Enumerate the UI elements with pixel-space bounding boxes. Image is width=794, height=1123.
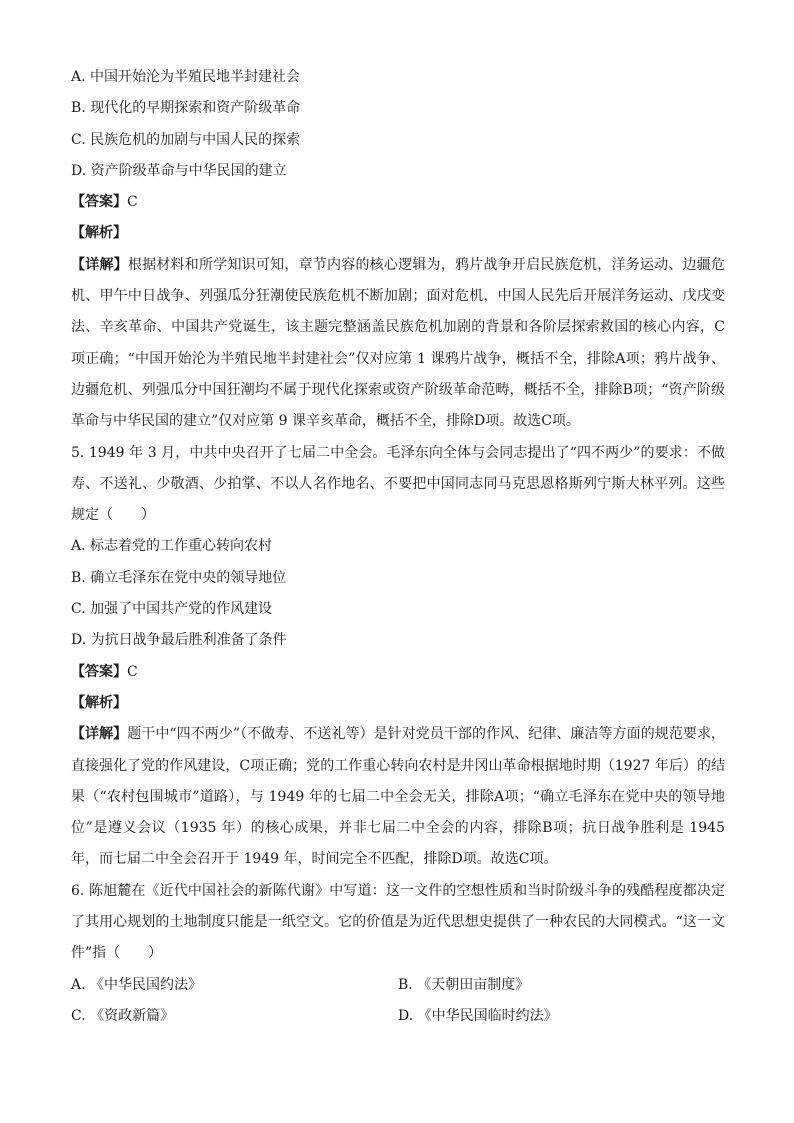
question-page [71,62,725,1032]
q4-option-c: C. 民族危机的加剧与中国人民的探索 [71,131,301,148]
q4-option-a: A. 中国开始沦为半殖民地半封建社会 [71,69,301,85]
q6-option-a: A. 《中华民国约法》 [71,976,203,993]
q5-answer-label: 【答案】 [71,663,127,680]
q4-option-b: B. 现代化的早期探索和资产阶级革命 [71,100,301,117]
q5-answer-value: C [127,663,138,680]
q4-detail-label: 【详解】 [71,256,128,273]
q5-detail [71,719,725,875]
q5-option-a: A. 标志着党的工作重心转向农村 [71,538,273,555]
q5-option-d: D. 为抗日战争最后胜利准备了条件 [71,632,287,649]
q4-option-list [71,62,725,187]
q4-answer-value: C [127,194,138,211]
q6-option-b: B. 《天朝田亩制度》 [398,976,530,993]
q4-analysis-label: 【解析】 [71,225,127,242]
q5-answer [71,657,725,688]
q5-option-c: C. 加强了中国共产党的作风建设 [71,601,273,618]
q4-answer-label: 【答案】 [71,194,127,211]
q5-stem: 5. 1949 年 3 月，中共中央召开了七届二中全会。毛泽东向全体与会同志提出了“四不两少”的要求：不做寿、不送礼、少敬酒、少拍掌、不以人名作地名、不要把中国同志同马克思恩格斯列宁斯大林平列。这些规定（ ） [71,444,725,524]
q4-detail [71,250,725,438]
q5-option-b: B. 确立毛泽东在党中央的领导地位 [71,569,287,586]
q6-stem: 6. 陈旭麓在《近代中国社会的新陈代谢》中写道：这一文件的空想性质和当时阶级斗争的残酷程度都决定了其用心规划的土地制度只能是一纸空文。它的价值是为近代思想史提供了一种农民的大同模式。“这一文件”指（ ） [71,882,725,962]
q6-option-row-2 [71,1001,725,1032]
q6-option-row-1 [71,970,725,1001]
q4-detail-text: 根据材料和所学知识可知，章节内容的核心逻辑为，鸦片战争开启民族危机，洋务运动、边疆危机、甲午中日战争、列强瓜分狂潮使民族危机不断加剧；面对危机，中国人民先后开展洋务运动、戊戌变法、辛亥革命、中国共产党诞生，该主题完整涵盖民族危机加剧的背景和各阶层探索救国的核心内容，C项正确；“中国开始沦为半殖民地半封建社会”仅对应第 1 课鸦片战争，概括不全，排除A项；鸦片战争、边疆危机、列强瓜分中国狂潮均不属于现代化探索或资产阶级革命范畴，概括不全，排除B项；“资产阶级革命与中华民国的建立”仅对应第 9 课辛亥革命，概括不全，排除D项。故选C项。 [71,256,725,430]
q5-detail-text: 题干中“四不两少”（不做寿、不送礼等）是针对党员干部的作风、纪律、廉洁等方面的规范要求，直接强化了党的作风建设，C项正确；党的工作重心转向农村是井冈山革命根据地时期（1927 年后）的结果（“农村包围城市”道路），与 1949 年的七届二中全会无关，排除A项；“确立毛泽东在党中央的领导地位”是遵义会议（1935 年）的核心成果，并非七届二中全会的内容，排除B项；抗日战争胜利是 1945 年，而七届二中全会召开于 1949 年，时间完全不匹配，排除D项。故选C项。 [71,726,726,868]
q4-option-d: D. 资产阶级革命与中华民国的建立 [71,162,287,179]
q6-option-c: C. 《资政新篇》 [71,1007,175,1024]
q4-answer [71,187,725,218]
q5-detail-label: 【详解】 [71,726,128,743]
q6-option-d: D. 《中华民国临时约法》 [398,1007,558,1024]
q5-analysis-label: 【解析】 [71,694,127,711]
q5-option-list [71,531,725,656]
